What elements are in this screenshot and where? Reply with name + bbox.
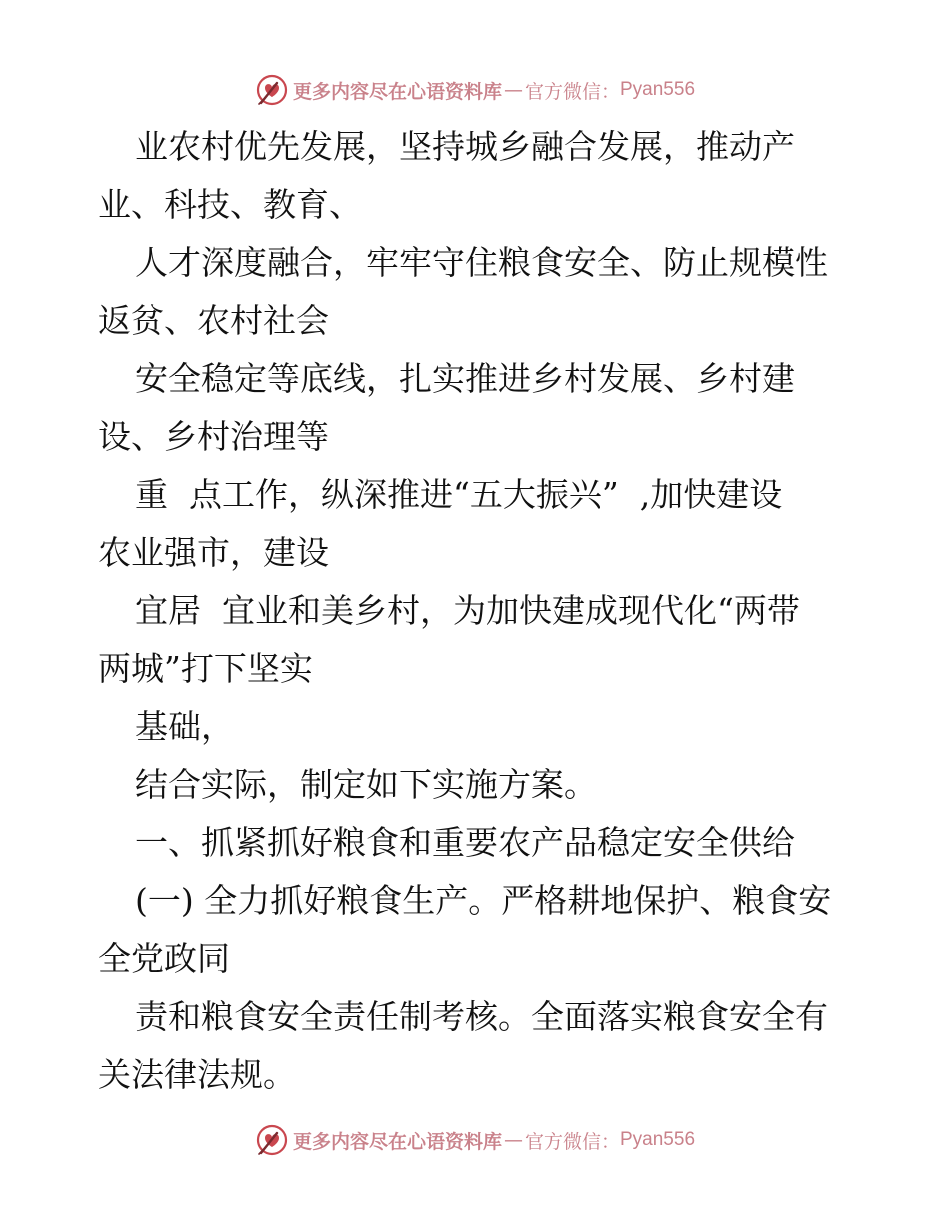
watermark-label: 官方微信： (524, 1130, 620, 1153)
watermark-wechat-id: Pyan556 (620, 79, 696, 100)
text-line: (一) 全力抓好粮食生产。严格耕地保护、粮食安 (135, 881, 832, 920)
paragraph (98, 872, 858, 988)
text-line: 基础， (135, 707, 234, 746)
text-line: 两城”打下坚实 (98, 649, 313, 688)
paragraph (98, 988, 858, 1104)
text-line: 农业强市，建设 (98, 533, 329, 572)
text-line: 责和粮食安全责任制考核。全面落实粮食安全有 (135, 997, 828, 1036)
text-line: 全党政同 (98, 939, 230, 978)
watermark-header (0, 70, 950, 110)
watermark-name: 更多内容尽在心语资料库 (292, 80, 502, 103)
section-heading (98, 814, 858, 872)
text-line: 返贫、农村社会 (98, 301, 329, 340)
paragraph (98, 234, 858, 350)
watermark-dash: — (503, 79, 523, 101)
text-line: 安全稳定等底线，扎实推进乡村发展、乡村建 (135, 359, 795, 398)
watermark-dash: — (503, 1129, 523, 1151)
text-line: 重 点工作，纵深推进“五大振兴” ,加快建设 (135, 475, 783, 514)
paragraph (98, 698, 858, 756)
watermark-name: 更多内容尽在心语资料库 (292, 1130, 502, 1153)
text-line: 人才深度融合，牢牢守住粮食安全、防止规模性 (135, 243, 828, 282)
text-line: 业农村优先发展，坚持城乡融合发展，推动产 (135, 127, 795, 166)
paragraph (98, 582, 858, 698)
document-body (98, 118, 858, 1104)
paragraph (98, 466, 858, 582)
watermark-wechat-id: Pyan556 (620, 1129, 696, 1150)
text-line: 结合实际，制定如下实施方案。 (135, 765, 597, 804)
text-line: 业、科技、教育、 (98, 185, 362, 224)
watermark-label: 官方微信： (524, 80, 620, 103)
paragraph (98, 350, 858, 466)
text-line: 宜居 宜业和美乡村，为加快建成现代化“两带 (135, 591, 800, 630)
text-line: 一、抓紧抓好粮食和重要农产品稳定安全供给 (135, 823, 795, 862)
text-line: 设、乡村治理等 (98, 417, 329, 456)
paragraph (98, 118, 858, 234)
heart-pen-logo-icon (255, 1123, 289, 1157)
watermark-footer (0, 1120, 950, 1160)
paragraph (98, 756, 858, 814)
heart-pen-logo-icon (255, 73, 289, 107)
text-line: 关法律法规。 (98, 1055, 296, 1094)
